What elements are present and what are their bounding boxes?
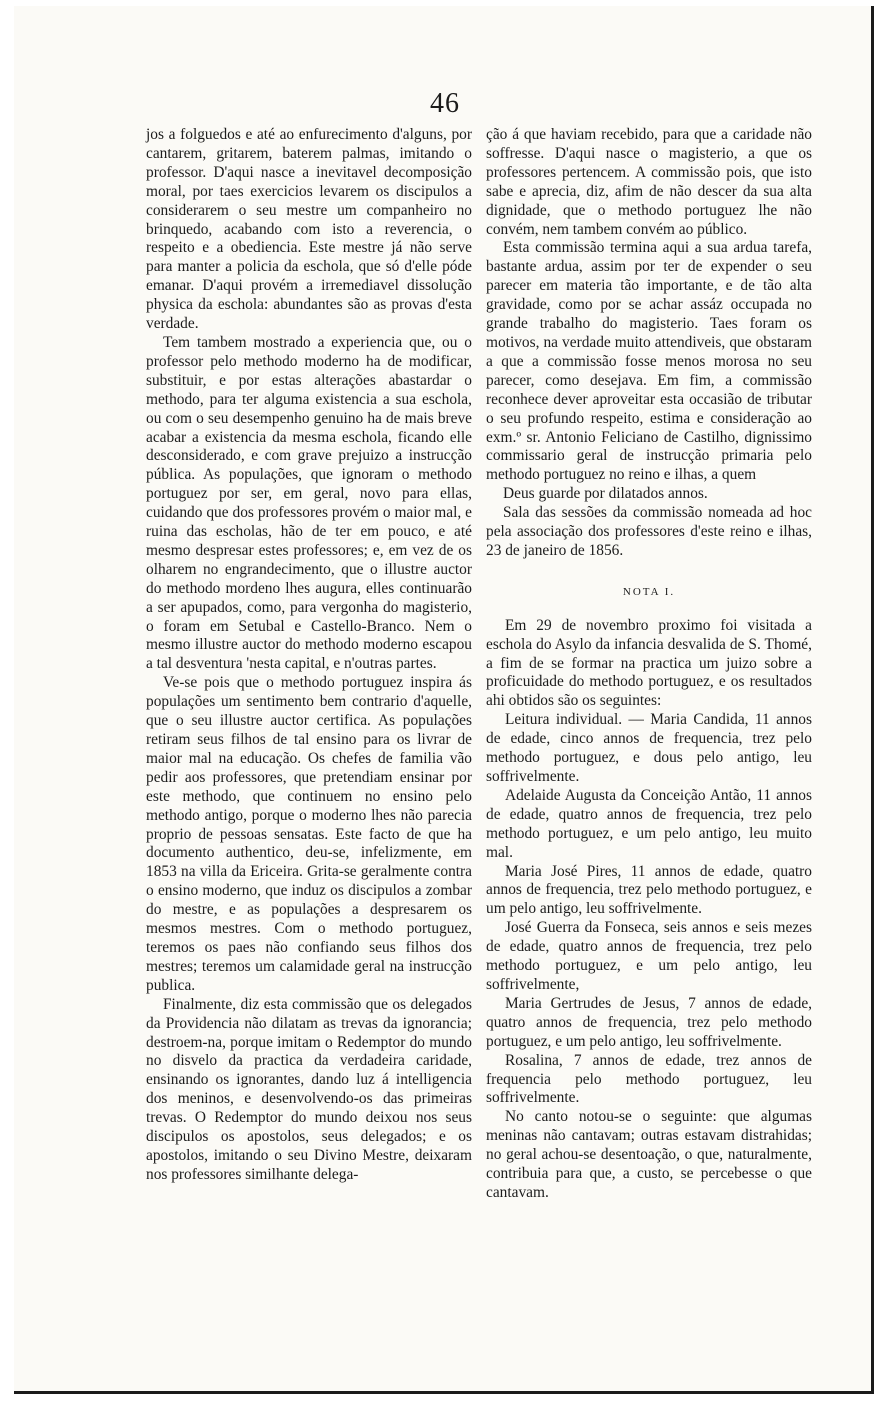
left-column (146, 126, 472, 1185)
right-paragraph-1: ção á que haviam recebido, para que a caridade não soffresse. D'aqui nasce o magisterio, a que os professores pertencem. A commissão pois, que isto sabe e aprecia, diz, afim de não descer da sua alta dignidade, que o methodo portuguez lhe não convém, nem tambem convém ao público. (486, 126, 812, 238)
left-paragraph-4: Finalmente, diz esta commissão que os delegados da Providencia não dilatam as trevas da ignorancia; destroem-na, porque imitam o Redemptor do mundo no disvelo da practica da verdadeira caridade, ensinando os ignorantes, dando luz á intelligencia dos meninos, e desenvolvendo-os das primeiras trevas. O Redemptor do mundo deixou nos seus discipulos os apostolos, seus delegados; e os apostolos, imitando o seu Divino Mestre, deixaram nos professores similhante delega- (146, 995, 472, 1183)
note-paragraph-3: Adelaide Augusta da Conceição Antão, 11 annos de edade, quatro annos de frequencia, trez pelo methodo portuguez, e um pelo antigo, leu muito mal. (486, 786, 812, 861)
note-paragraph-7: Rosalina, 7 annos de edade, trez annos de frequencia pelo methodo portuguez, leu soffrivelmente. (486, 1051, 812, 1107)
right-paragraph-4: Sala das sessões da commissão nomeada ad hoc pela associação dos professores d'este reino e ilhas, 23 de janeiro de 1856. (486, 504, 812, 559)
right-paragraph-3: Deus guarde por dilatados annos. (503, 485, 708, 503)
note-paragraph-5: José Guerra da Fonseca, seis annos e seis mezes de edade, quatro annos de frequencia, trez pelo methodo portuguez, e um pelo antigo, leu soffrivelmente, (486, 919, 812, 993)
note-paragraph-6: Maria Gertrudes de Jesus, 7 annos de edade, quatro annos de frequencia, trez pelo methodo portuguez, e um pelo antigo, leu soffrivelmente. (486, 994, 812, 1050)
page-number: 46 (430, 88, 460, 119)
right-column (486, 126, 812, 1203)
note-paragraph-4: Maria José Pires, 11 annos de edade, quatro annos de frequencia, trez pelo methodo portuguez, e um pelo antigo, leu soffrivelmente. (486, 862, 812, 918)
right-paragraph-2: Esta commissão termina aqui a sua ardua tarefa, bastante ardua, assim por ter de expender o seu parecer em materia tão importante, e de tão alta gravidade, como por se achar assáz occupada no grande trabalho do magisterio. Taes foram os motivos, na verdade muito attendiveis, que obstaram a que a commissão fosse menos morosa no seu parecer, como desejava. Em fim, a commissão reconhece dever aproveitar esta occasião de tributar o seu profundo respeito, estima e consideração ao exm.º sr. Antonio Feliciano de Castilho, dignissimo commissario geral de instrucção primaria pelo methodo portuguez no reino e ilhas, a quem (486, 239, 812, 484)
note-paragraph-8: No canto notou-se o seguinte: que algumas meninas não cantavam; outras estavam distrahidas; no geral achou-se desentoação, o que, naturalmente, contribuia para que, a custo, se percebesse o que cantavam. (486, 1108, 812, 1201)
note-paragraph-1: Em 29 de novembro proximo foi visitada a eschola do Asylo da infancia desvalida de S. Thomé, a fim de se formar na practica um juizo sobre a proficuidade do methodo portuguez, e os resultados ahi obtidos são os seguintes: (486, 616, 812, 710)
left-paragraph-3: Ve-se pois que o methodo portuguez inspira ás populações um sentimento bem contrario d'aquelle, que o seu illustre auctor certifica. As populações retiram seus filhos de tal ensino para os livrar de maior mal na educação. Os chefes de familia vão pedir aos professores, que pretendiam ensinar por este methodo, que continuem no ensino pelo methodo antigo, porque o moderno lhes não parecia proprio de pessoas sensatas. Este facto de que ha documento authentico, deu-se, infelizmente, em 1853 na villa da Ericeira. Grita-se geralmente contra o ensino moderno, que induz os discipulos a zombar do mestre, e as populações a despresarem os mesmos mestres. Com o methodo portuguez, teremos os paes não confiando seus filhos dos mestres; teremos um calamidade geral na instrucção publica. (146, 674, 472, 994)
note-paragraph-2: Leitura individual. — Maria Candida, 11 annos de edade, cinco annos de frequencia, trez pelo methodo portuguez, e dous pelo antigo, leu soffrivelmente. (486, 711, 812, 785)
left-paragraph-2: Tem tambem mostrado a experiencia que, ou o professor pelo methodo moderno ha de modificar, substituir, e por estas alterações abastardar o methodo, para ter alguma existencia a sua eschola, ou com o seu desempenho genuino ha de mais breve acabar a existencia da mesma eschola, ficando elle desconsiderado, e com grave prejuizo a instrucção pública. As populações, que ignoram o methodo portuguez por ser, em geral, novo para ellas, cuidando que dos professores provém o maior mal, e ruina das escholas, hão de ter em pouco, e até mesmo despresar estes professores; e, em vez de os olharem no engrandecimento, que o illustre auctor do methodo mordeno lhes augura, elles continuarão a ser apupados, como, para vergonha do magisterio, o foram em Setubal e Castello-Branco. Nem o mesmo illustre auctor do methodo moderno escapou a tal desventura 'nesta capital, e n'outras partes. (146, 333, 472, 673)
left-paragraph-1: jos a folguedos e até ao enfurecimento d'alguns, por cantarem, gritarem, baterem palmas, imitando o professor. D'aqui nasce a inevitavel decomposição moral, por taes exercicios levarem os discipulos a considerarem o seu mestre um companheiro no brinquedo, acabando com isto a reverencia, o respeito e a obediencia. Este mestre já não serve para manter a policia da escholа, que só d'elle póde emanar. D'aqui provém a irremediavel dissolução physica da eschola: abundantes são as provas d'esta verdade. (146, 126, 472, 333)
note-title: NOTA I. (622, 585, 676, 598)
